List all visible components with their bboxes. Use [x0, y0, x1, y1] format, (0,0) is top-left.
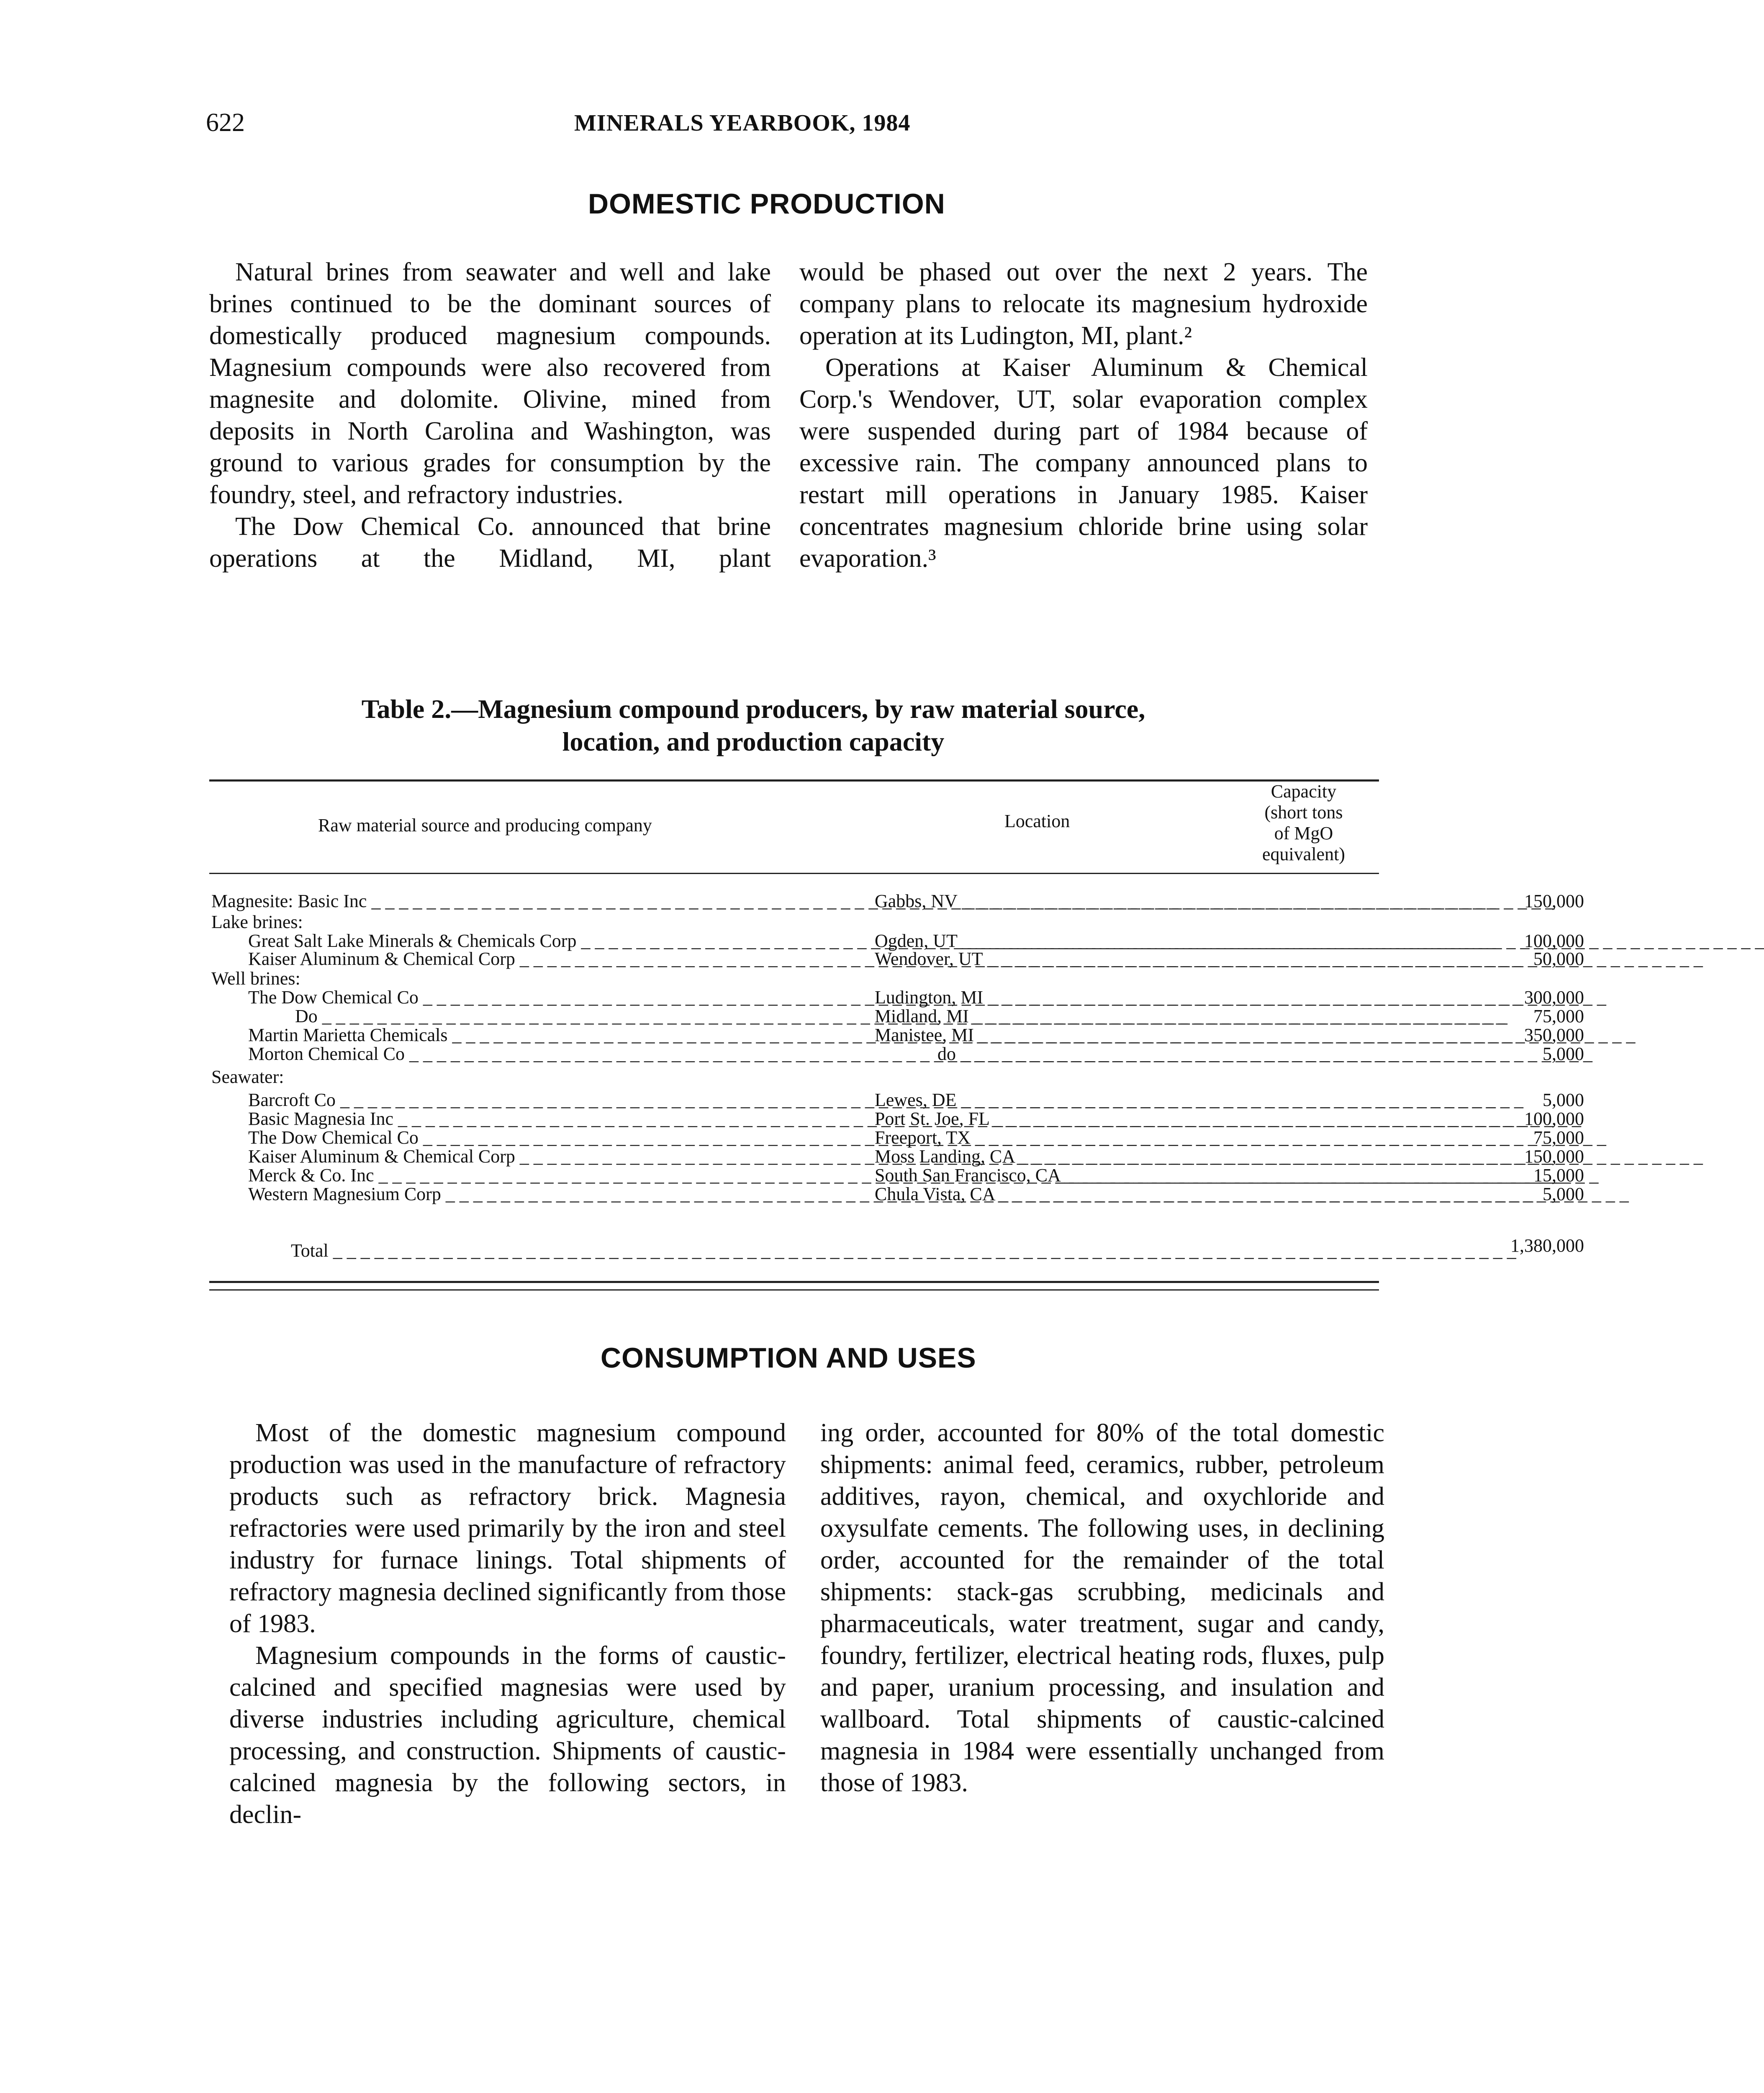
- location: do _ _ _: [875, 1044, 1268, 1064]
- company-name: Do _ _ _: [211, 1007, 919, 1026]
- table-caption-line: location, and production capacity: [562, 727, 945, 756]
- company-name: Magnesite: Basic Inc _ _ _: [211, 892, 835, 911]
- table-row: [211, 1006, 1584, 1026]
- company-name: Great Salt Lake Minerals & Chemicals Corp _ _ _: [211, 931, 872, 951]
- capacity: 5,000: [1543, 1184, 1584, 1204]
- capacity: 5,000: [1543, 1090, 1584, 1110]
- capacity-header-line: (short tons: [1264, 802, 1343, 823]
- company-name: Kaiser Aluminum & Chemical Corp _ _ _: [211, 949, 872, 969]
- paragraph: ing order, accounted for 80% of the total domestic shipments: animal feed, ceramics, rubber, petroleum additives, rayon, chemical, and oxychloride and oxysulfate cements. The following uses, in declining order, accounted for the remainder of the total shipments: stack-gas scrubbing, medicinals and pharmaceuticals, water treatment, sugar and candy, foundry, fertilizer, electrical heating rods, fluxes, pulp and paper, uranium processing, and insulation and wallboard. Total shipments of caustic-calcined magnesia in 1984 were essentially unchanged from those of 1983.: [820, 1419, 1384, 1797]
- section-title-domestic-production: DOMESTIC PRODUCTION: [588, 188, 945, 220]
- table-row: [211, 931, 1584, 951]
- location: Port St. Joe, FL _ _ _: [875, 1109, 1205, 1129]
- page-number: 622: [206, 108, 245, 137]
- category-label: Well brines:: [211, 968, 300, 989]
- location: Wendover, UT _ _ _: [875, 949, 1205, 969]
- location: Moss Landing, CA _ _ _: [875, 1147, 1205, 1166]
- location: Gabbs, NV _ _ _: [875, 892, 1205, 911]
- consumption-right-column: [820, 1417, 1384, 1799]
- column-header-location: Location: [1004, 811, 1070, 831]
- company-name: Basic Magnesia Inc _ _ _: [211, 1109, 872, 1129]
- table-row: [211, 891, 1584, 911]
- capacity: 15,000: [1533, 1165, 1584, 1185]
- table-row: [211, 1165, 1584, 1185]
- paragraph: The Dow Chemical Co. announced that brine operations at the Midland, MI, plant: [209, 512, 771, 573]
- capacity: 50,000: [1533, 949, 1584, 969]
- location: Chula Vista, CA _ _ _: [875, 1185, 1205, 1204]
- table-row: [211, 987, 1584, 1008]
- location: Lewes, DE _ _ _: [875, 1090, 1205, 1110]
- table-row: [211, 1146, 1584, 1167]
- capacity-header-line: Capacity: [1271, 781, 1337, 802]
- location: Freeport, TX _ _ _: [875, 1128, 1205, 1147]
- company-name: The Dow Chemical Co _ _ _: [211, 988, 872, 1007]
- company-name: Barcroft Co _ _ _: [211, 1090, 872, 1110]
- paragraph: Natural brines from seawater and well and lake brines continued to be the dominant sources of domestically produced magnesium compounds. Magnesium compounds were also recovered from magnesite and dolomite. Olivine, mined from deposits in North Carolina and Washington, was ground to various grades for consumption by the foundry, steel, and refractory industries.: [209, 258, 771, 509]
- section-title-consumption-and-uses: CONSUMPTION AND USES: [601, 1342, 976, 1374]
- running-title: MINERALS YEARBOOK, 1984: [574, 110, 911, 136]
- total-label: Total _ _ _: [211, 1241, 1253, 1260]
- capacity: 150,000: [1524, 891, 1584, 911]
- table-row: [211, 1067, 1379, 1087]
- capacity-header-line: of MgO: [1274, 823, 1333, 843]
- location: Ludington, MI _ _ _: [875, 988, 1205, 1007]
- consumption-left-column: [229, 1417, 786, 1831]
- location: South San Francisco, CA _ _ _: [875, 1166, 1205, 1185]
- column-header-raw-material: Raw material source and producing company: [318, 815, 652, 836]
- table-row: [211, 1127, 1584, 1148]
- company-name: Western Magnesium Corp _ _ _: [211, 1185, 872, 1204]
- table-caption-line: Table 2.—Magnesium compound producers, by raw material source,: [361, 694, 1145, 724]
- table-total-row: [211, 1235, 1584, 1261]
- capacity: 75,000: [1533, 1127, 1584, 1148]
- paragraph: Magnesium compounds in the forms of caustic-calcined and specified magnesias were used by diverse industries including agriculture, chemical processing, and construction. Shipments of caustic-calcined magnesia by the following sectors, in declin-: [229, 1641, 786, 1829]
- company-name: Kaiser Aluminum & Chemical Corp _ _ _: [211, 1147, 872, 1166]
- table-row: [211, 969, 1379, 988]
- total-value: 1,380,000: [1510, 1235, 1584, 1256]
- capacity: 150,000: [1524, 1146, 1584, 1167]
- paragraph: Most of the domestic magnesium compound production was used in the manufacture of refractory products such as refractory brick. Magnesia refractories were used primarily by the iron and steel industry for furnace linings. Total shipments of refractory magnesia declined significantly from those of 1983.: [229, 1419, 786, 1638]
- location: Ogden, UT _ _ _: [875, 931, 1205, 951]
- table-row: [211, 1090, 1584, 1110]
- category-label: Lake brines:: [211, 912, 303, 932]
- company-name: Morton Chemical Co _ _ _: [211, 1044, 872, 1064]
- table-row: [211, 1044, 1584, 1064]
- table-row: [211, 913, 1379, 932]
- table-row: [211, 1108, 1584, 1129]
- capacity: 100,000: [1524, 1108, 1584, 1129]
- company-name: Martin Marietta Chemicals _ _ _: [211, 1026, 872, 1045]
- company-name: The Dow Chemical Co _ _ _: [211, 1128, 872, 1147]
- category-label: Seawater:: [211, 1067, 284, 1087]
- table-row: [211, 949, 1584, 969]
- paragraph: Operations at Kaiser Aluminum & Chemical Corp.'s Wendover, UT, solar evaporation complex were suspended during part of 1984 because of excessive rain. The company announced plans to restart mill operations in January 1985. Kaiser concentrates magnesium chloride brine using solar evaporation.³: [799, 353, 1368, 573]
- capacity: 300,000: [1524, 987, 1584, 1008]
- capacity: 75,000: [1533, 1006, 1584, 1026]
- table-row: [211, 1184, 1584, 1204]
- capacity: 350,000: [1524, 1025, 1584, 1045]
- capacity-header-line: equivalent): [1262, 844, 1345, 864]
- location: Manistee, MI _ _ _: [875, 1026, 1205, 1045]
- capacity: 5,000: [1543, 1044, 1584, 1064]
- capacity: 100,000: [1524, 931, 1584, 951]
- company-name: Merck & Co. Inc _ _ _: [211, 1166, 872, 1185]
- paragraph: would be phased out over the next 2 years. The company plans to relocate its magnesium hydroxide operation at its Ludington, MI, plant.²: [799, 258, 1368, 350]
- table-row: [211, 1025, 1584, 1045]
- location: Midland, MI _ _ _: [875, 1007, 1205, 1026]
